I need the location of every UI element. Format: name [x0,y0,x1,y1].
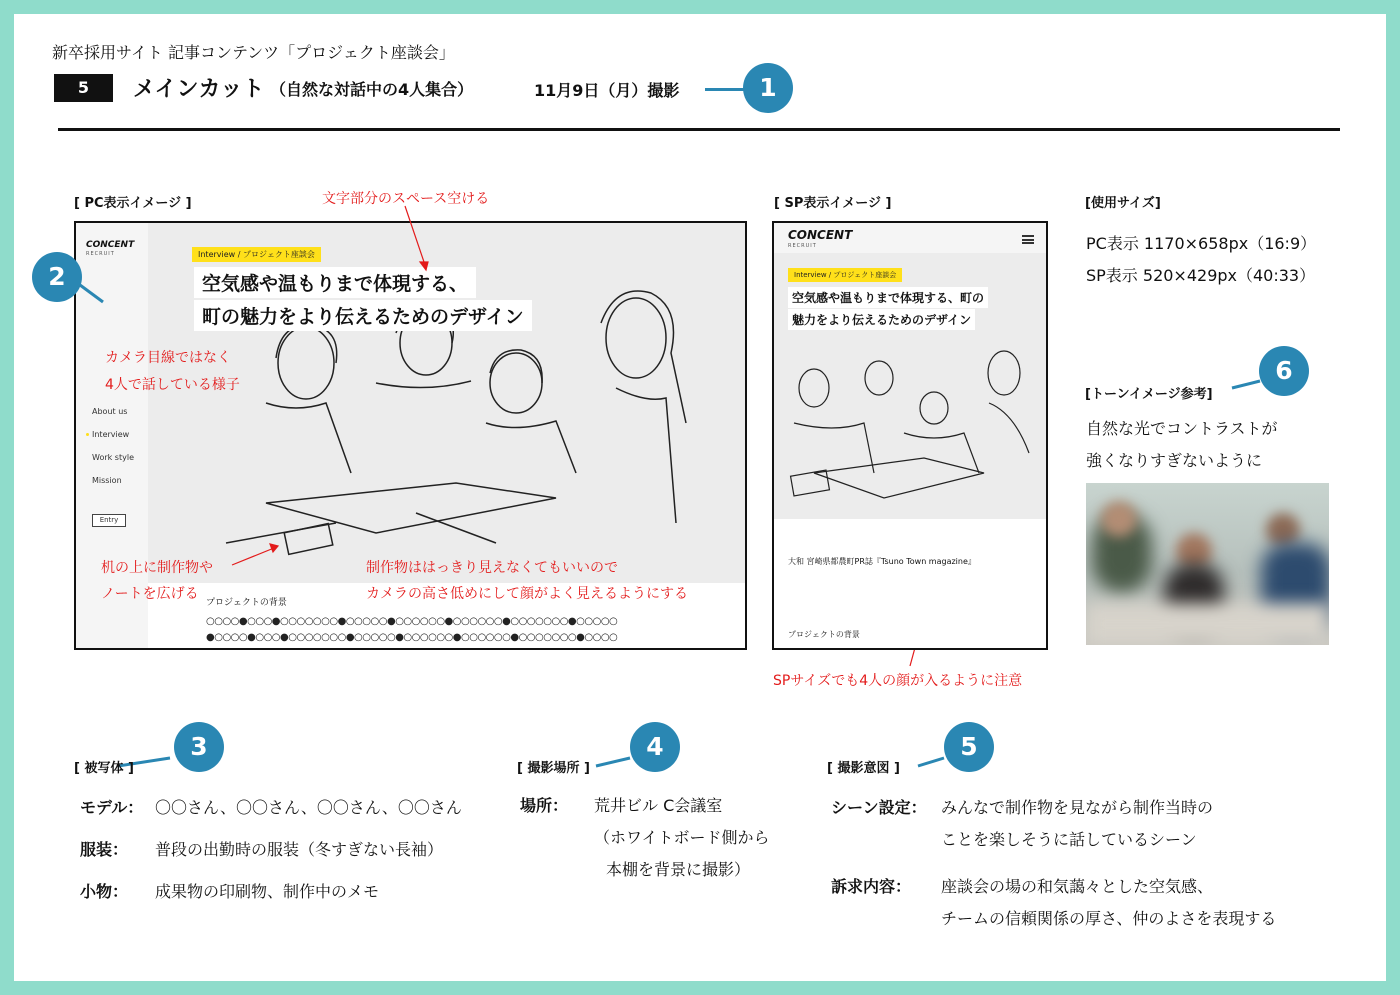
intent-appeal-line2: チームの信頼関係の厚さ、仲のよさを表現する [941,909,1277,928]
intent-scene-line1: みんなで制作物を見ながら制作当時の [941,798,1214,817]
space-note: 文字部分のスペース空ける [322,191,490,207]
size-heading: [使用サイズ] [1085,196,1161,211]
pc-section-title: プロジェクトの背景 [206,598,287,608]
site-title: 新卒採用サイト 記事コンテンツ「プロジェクト座談会」 [52,43,455,62]
cut-number: 5 [54,74,113,102]
camera-note-line2: 4人で話している様子 [105,377,240,393]
pc-preview-heading: [ PC表示イメージ ] [74,196,192,211]
tone-line2: 強くなりすぎないように [1086,451,1263,470]
sp-faces-note: SPサイズでも4人の顔が入るように注意 [773,673,1023,689]
sp-title-line1: 空気感や温もりまで体現する、町の [788,287,988,308]
tone-line1: 自然な光でコントラストが [1086,419,1278,438]
badge-1: 1 [743,63,793,113]
subject-outfit-value: 普段の出勤時の服装（冬すぎない長袖） [155,840,444,859]
pc-entry-button[interactable]: Entry [92,514,126,527]
location-line1: 荒井ビル C会議室 [594,796,723,815]
cut-name: メインカット [133,77,265,102]
angle-note-line1: 制作物ははっきり見えなくてもいいので [366,560,618,576]
sp-category-tag: Interview / プロジェクト座談会 [788,268,902,282]
shoot-date: 11月9日（月）撮影 [534,81,680,100]
hamburger-icon[interactable] [1022,235,1034,244]
subject-props-value: 成果物の印刷物、制作中のメモ [155,882,380,901]
badge-5: 5 [944,722,994,772]
sp-people-sketch [774,333,1046,519]
location-line2: （ホワイトボード側から [594,828,770,847]
subject-model-label: モデル： [80,798,144,817]
pc-dummy-text-line1: ○○○○●○○○●○○○○○○○●○○○○○●○○○○○○●○○○○○○●○○○○○○○●○○○○○ [206,616,618,627]
badge-2: 2 [32,252,82,302]
pc-logo: CONCENT [86,240,135,250]
pc-nav-mission[interactable]: Mission [92,476,122,485]
intent-heading: [ 撮影意図 ] [827,761,900,776]
camera-note [105,345,240,399]
intent-appeal-label: 訴求内容： [831,877,912,896]
pc-category-tag: Interview / プロジェクト座談会 [192,247,321,262]
subject-heading: [ 被写体 ] [74,761,134,776]
location-label: 場所： [520,796,569,815]
pc-dummy-text-line2: ●○○○○●○○○●○○○○○○○●○○○○○●○○○○○○●○○○○○○●○○○○○○○●○○○○ [206,632,618,643]
intent-appeal-line1: 座談会の場の和気藹々とした空気感、 [941,877,1214,896]
sp-logo-sub: RECRUIT [788,243,817,249]
sp-logo: CONCENT [788,228,853,242]
subject-outfit-label: 服装： [80,840,129,859]
tone-heading: [トーンイメージ参考] [1085,387,1213,402]
tone-reference-photo [1086,483,1329,645]
angle-note [366,555,688,607]
angle-note-line2: カメラの高さ低めにして顔がよく見えるようにする [366,586,688,602]
badge-3: 3 [174,722,224,772]
sp-preview-heading: [ SP表示イメージ ] [774,196,892,211]
pc-nav-about[interactable]: About us [92,407,128,416]
desk-note [101,555,213,607]
badge-4: 4 [630,722,680,772]
camera-note-line1: カメラ目線ではなく [105,350,231,366]
size-pc: PC表示 1170×658px（16:9） [1086,234,1317,253]
location-line3: 本棚を背景に撮影） [606,860,751,879]
location-heading: [ 撮影場所 ] [517,761,590,776]
subject-model-value: 〇〇さん、〇〇さん、〇〇さん、〇〇さん [155,798,462,817]
pc-nav-interview[interactable]: Interview [92,430,130,439]
intent-scene-label: シーン設定： [831,798,927,817]
desk-note-line1: 机の上に制作物や [101,560,213,576]
sp-preview-frame [772,221,1048,650]
size-sp: SP表示 520×429px（40:33） [1086,266,1316,285]
badge-6: 6 [1259,346,1309,396]
pc-nav-work-style[interactable]: Work style [92,453,134,462]
desk-note-line2: ノートを広げる [101,586,199,602]
pc-title-line2: 町の魅力をより伝えるためのデザイン [194,300,532,331]
sp-section-title: プロジェクトの背景 [788,630,860,639]
subject-props-label: 小物： [80,882,129,901]
cut-note: （自然な対話中の4人集合） [270,80,474,99]
pc-logo-sub: RECRUIT [86,251,115,257]
sp-caption: 大和 宮崎県都農町PR誌『Tsuno Town magazine』 [788,557,976,566]
sp-title-line2: 魅力をより伝えるためのデザイン [788,309,975,330]
pc-title-line1: 空気感や温もりまで体現する、 [194,267,476,298]
intent-scene-line2: ことを楽しそうに話しているシーン [941,830,1197,849]
